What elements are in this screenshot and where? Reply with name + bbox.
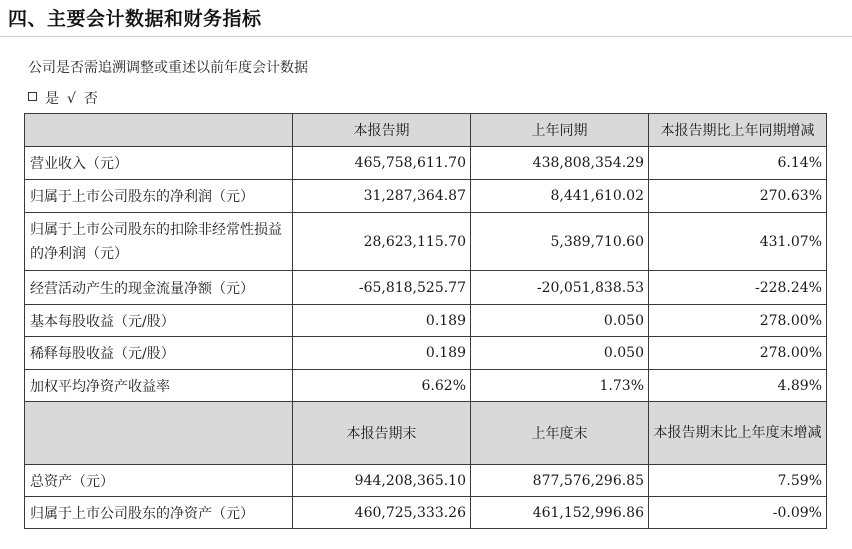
restatement-question: 公司是否需追溯调整或重述以前年度会计数据 [28,60,308,76]
prior-value: 877,576,296.85 [471,465,649,497]
prior-value: 438,808,354.29 [471,147,649,180]
header-period-end: 本报告期末 [293,402,471,465]
current-value: 944,208,365.10 [293,465,471,497]
section-heading: 四、主要会计数据和财务指标 [8,8,262,30]
table-row [25,370,827,402]
header-period-end-change: 本报告期末比上年度末增减 [649,402,827,465]
table1-header-row [25,114,827,147]
row-label: 加权平均净资产收益率 [25,370,293,402]
change-value: 431.07% [649,213,827,271]
choice-yes-label: 是 [45,91,59,107]
restatement-choice [28,88,106,108]
prior-value: 0.050 [471,305,649,337]
row-label: 营业收入（元） [25,147,293,180]
change-value: 7.59% [649,465,827,497]
prior-value: 1.73% [471,370,649,402]
table-row [25,465,827,497]
table-row [25,497,827,529]
table-row [25,147,827,180]
change-value: 4.89% [649,370,827,402]
change-value: -0.09% [649,497,827,529]
choice-check-mark: √ [67,91,76,107]
unchecked-box-icon [28,92,37,101]
prior-value: -20,051,838.53 [471,271,649,305]
table-row [25,271,827,305]
header-current-period: 本报告期 [293,114,471,147]
row-label: 归属于上市公司股东的扣除非经常性损益的净利润（元） [25,213,293,271]
current-value: -65,818,525.77 [293,271,471,305]
header-change: 本报告期比上年同期增减 [649,114,827,147]
prior-value: 5,389,710.60 [471,213,649,271]
current-value: 31,287,364.87 [293,180,471,213]
heading-divider [0,36,852,37]
table-row [25,337,827,370]
table-row [25,180,827,213]
change-value: -228.24% [649,271,827,305]
prior-value: 8,441,610.02 [471,180,649,213]
current-value: 0.189 [293,305,471,337]
table-row [25,305,827,337]
prior-value: 461,152,996.86 [471,497,649,529]
choice-no-label: 否 [83,91,98,107]
row-label: 经营活动产生的现金流量净额（元） [25,271,293,305]
financial-indicators-table [24,113,827,529]
current-value: 460,725,333.26 [293,497,471,529]
change-value: 278.00% [649,305,827,337]
current-value: 0.189 [293,337,471,370]
row-label: 总资产（元） [25,465,293,497]
row-label: 归属于上市公司股东的净利润（元） [25,180,293,213]
header-blank-cell [25,114,293,147]
change-value: 270.63% [649,180,827,213]
current-value: 465,758,611.70 [293,147,471,180]
row-label: 基本每股收益（元/股） [25,305,293,337]
prior-value: 0.050 [471,337,649,370]
header-prior-period: 上年同期 [471,114,649,147]
header-prior-year-end: 上年度末 [471,402,649,465]
current-value: 28,623,115.70 [293,213,471,271]
table-row [25,213,827,271]
change-value: 6.14% [649,147,827,180]
header-blank-cell [25,402,293,465]
table2-header-row [25,402,827,465]
row-label: 归属于上市公司股东的净资产（元） [25,497,293,529]
change-value: 278.00% [649,337,827,370]
current-value: 6.62% [293,370,471,402]
row-label: 稀释每股收益（元/股） [25,337,293,370]
